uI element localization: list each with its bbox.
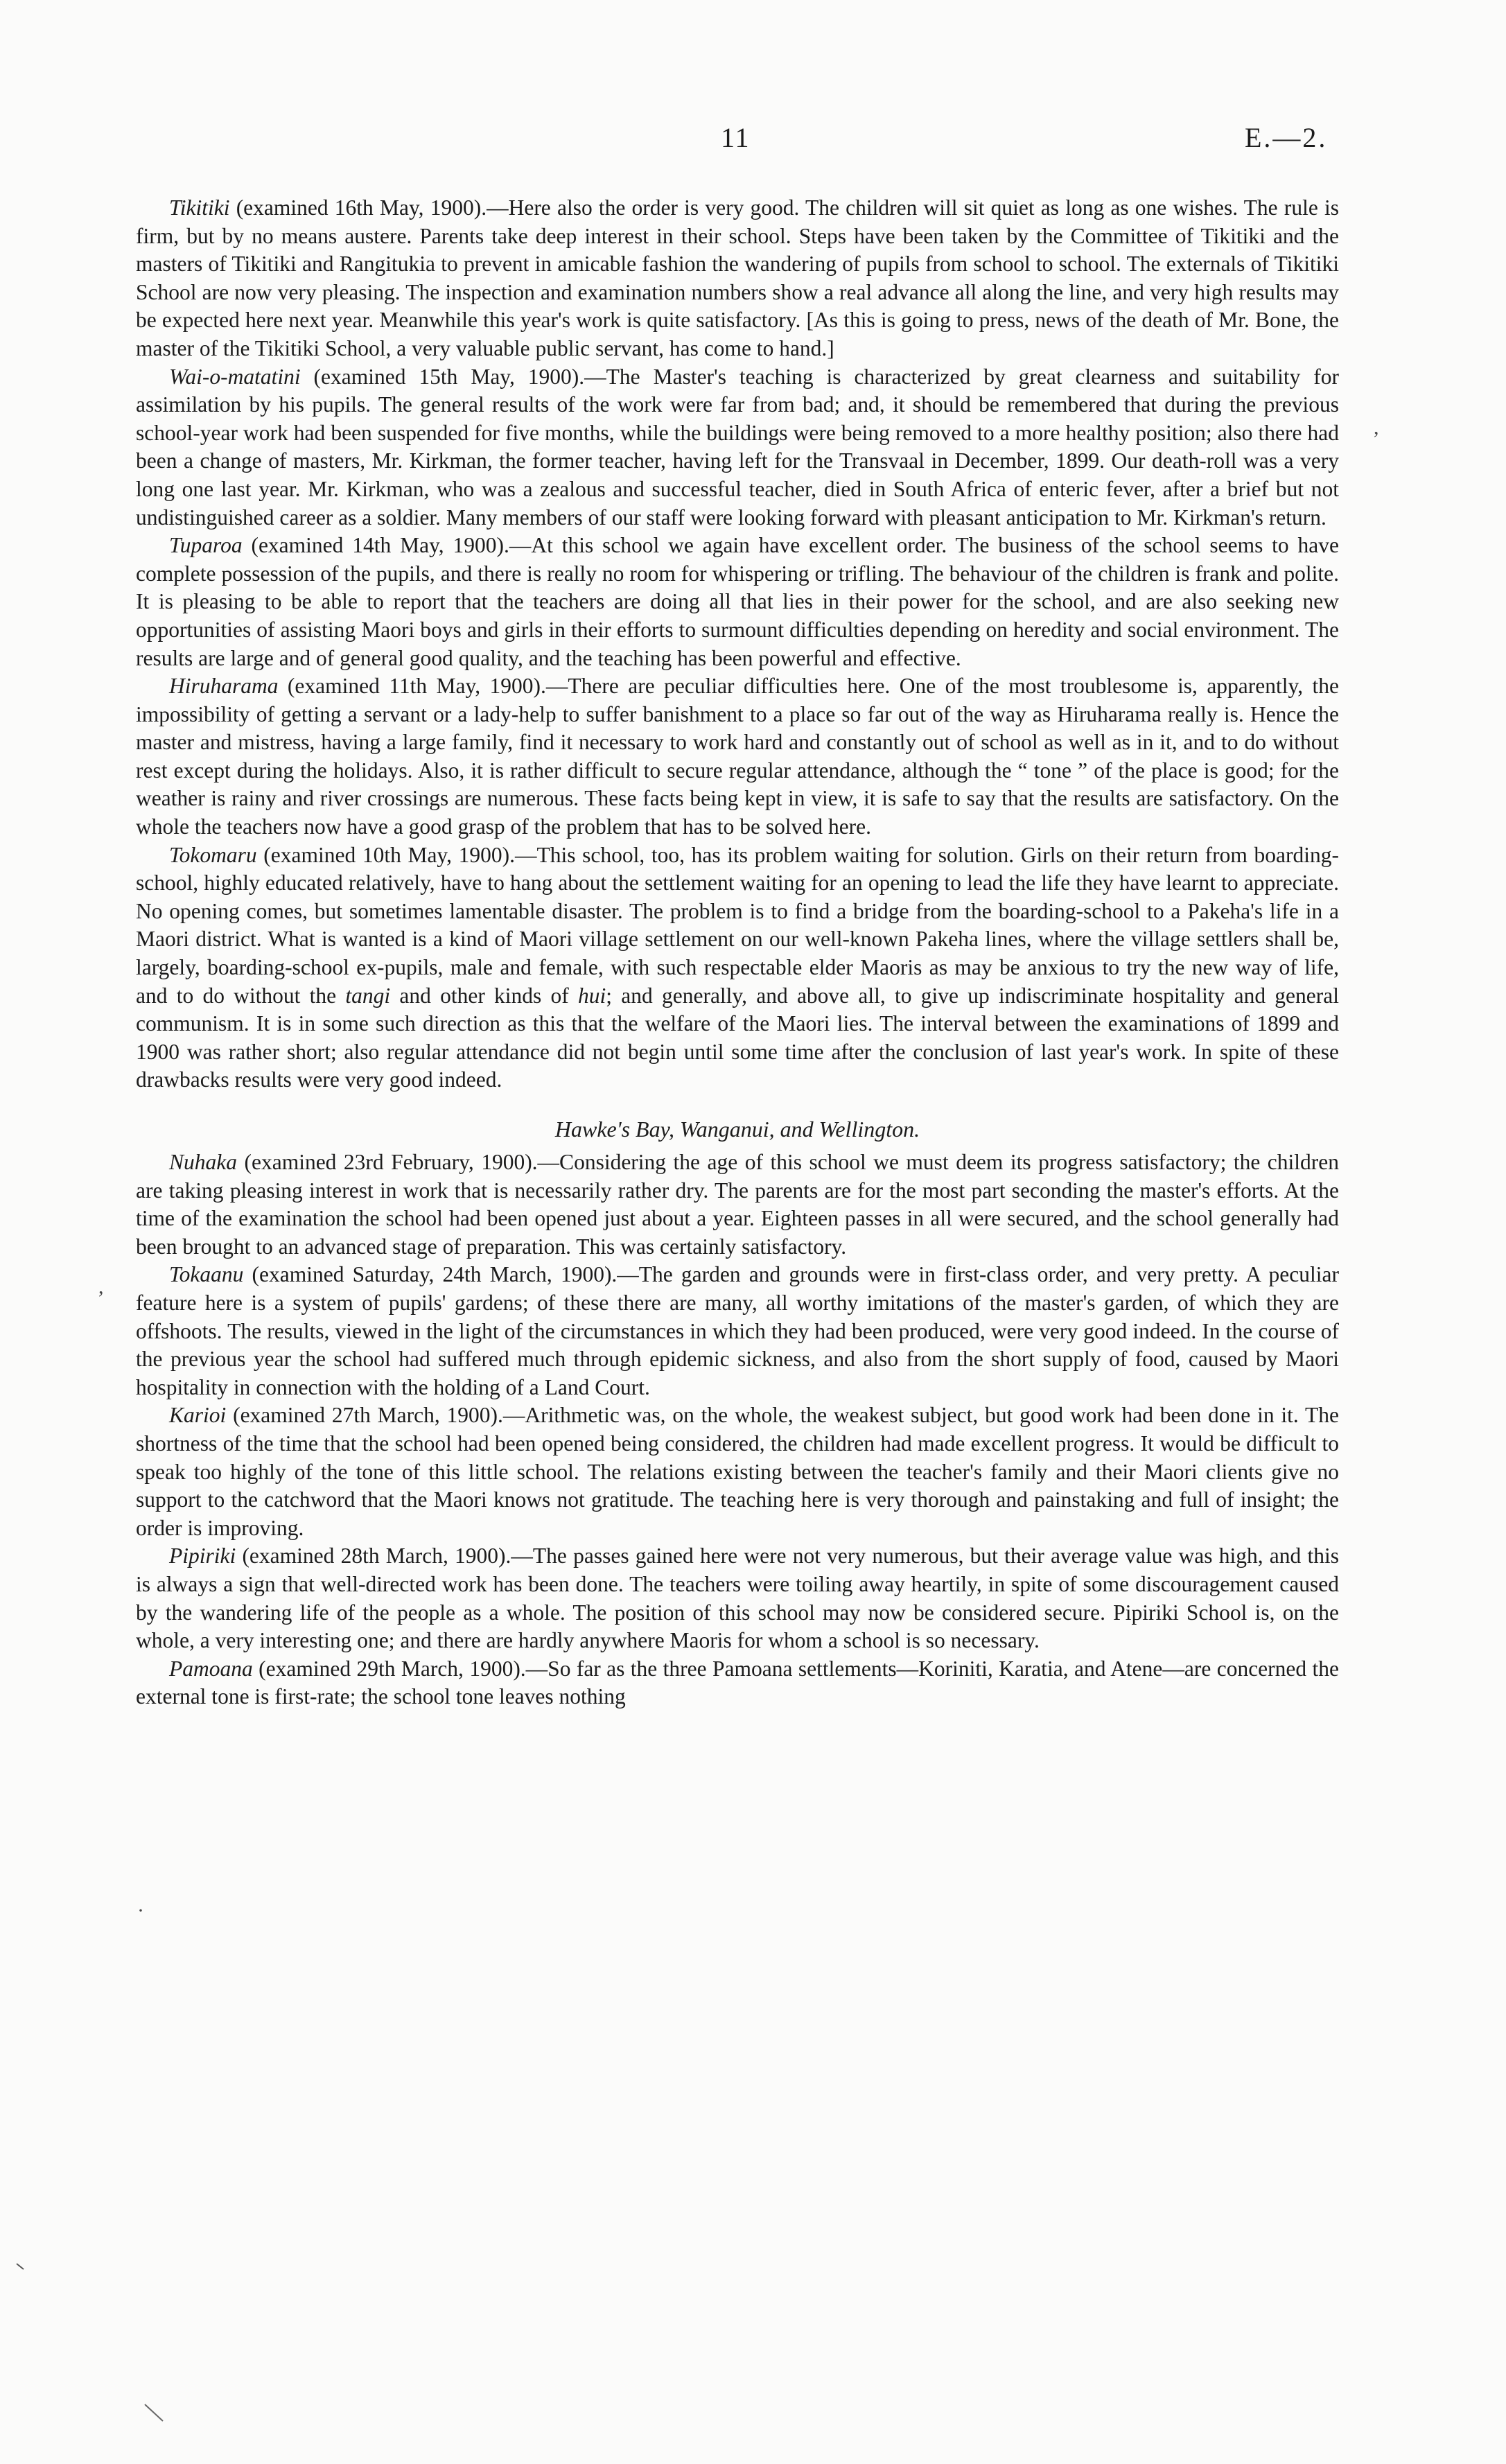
paragraph-text: and other kinds of xyxy=(390,983,579,1008)
maori-word-tangi: tangi xyxy=(345,983,391,1008)
paragraph-tikitiki xyxy=(136,194,1339,363)
paragraph-nuhaka xyxy=(136,1148,1339,1261)
school-name: Hiruharama xyxy=(169,674,279,699)
school-name: Tikitiki xyxy=(169,195,230,220)
school-name: Pamoana xyxy=(169,1656,253,1681)
paragraph-text: ; and generally, and above all, to give up indiscriminate hospitality and general communism. It is in some such direction as this that the welfare of the Maori lies. The interval between the examinations of 1899 and 1900 was rather short; also regular attendance did not begin until some time after the conclusion of last year's work. In spite of these drawbacks results were very good indeed. xyxy=(136,983,1339,1092)
page-header xyxy=(0,121,1506,163)
stray-mark: , xyxy=(1374,416,1379,439)
school-name: Wai-o-matatini xyxy=(169,364,301,389)
paragraph-text: (examined 16th May, 1900).—Here also the order is very good. The children will sit quiet as long as one wishes. The rule is firm, but by no means austere. Parents take deep interest in their school. Steps have been taken by the Committee of Tikitiki and the masters of Tikitiki and Rangitukia to prevent in amicable fashion the wandering of pupils from school to school. The externals of Tikitiki School are now very pleasing. The inspection and examination numbers show a real advance all along the line, and very high results may be expected here next year. Meanwhile this year's work is quite satisfactory. [As this is going to press, news of the death of Mr. Bone, the master of the Tikitiki School, a very valuable public servant, has come to hand.] xyxy=(136,195,1339,360)
paragraph-text: (examined 28th March, 1900).—The passes gained here were not very numerous, but their average value was high, and this is always a sign that well-directed work has been done. The teachers were toiling away heartily, in spite of some discouragement caused by the wandering life of the people as a whole. The position of this school may now be considered secure. Pipiriki School is, on the whole, a very interesting one; and there are hardly anywhere Maoris for whom a school is so necessary. xyxy=(136,1544,1339,1653)
paragraph-text: (examined 29th March, 1900).—So far as the three Pamoana settlements—Koriniti, Karatia, and Atene—are concerned the external tone is first-rate; the school tone leaves nothing xyxy=(136,1656,1339,1709)
document-reference: E.—2. xyxy=(1245,122,1328,153)
paragraph-text: (examined 15th May, 1900).—The Master's teaching is characterized by great clearness and suitability for assimilation by his pupils. The general results of the work were far from bad; and, it should be remembered that during the previous school-year work had been suspended for five months, while the buildings were being removed to a more healthy position; also there had been a change of masters, Mr. Kirkman, the former teacher, having left for the Transvaal in December, 1899. Our death-roll was a very long one last year. Mr. Kirkman, who was a zealous and successful teacher, died in South Africa of enteric fever, after a brief but not undistinguished career as a soldier. Many members of our staff were looking forward with pleasant anticipation to Mr. Kirkman's return. xyxy=(136,364,1339,530)
margin-mark-stroke xyxy=(145,2404,163,2421)
school-name: Nuhaka xyxy=(169,1150,237,1174)
margin-mark-stroke xyxy=(17,2264,24,2269)
school-name: Tuparoa xyxy=(169,533,243,558)
stray-mark: , xyxy=(98,1275,104,1298)
margin-mark xyxy=(14,2260,35,2280)
school-name: Pipiriki xyxy=(169,1544,236,1569)
paragraph-karioi xyxy=(136,1401,1339,1542)
paragraph-tokaanu xyxy=(136,1261,1339,1401)
paragraph-text: (examined 10th May, 1900).—This school, too, has its problem waiting for solution. Girls on their return from boarding-school, highly educated relatively, have to hang about the settlement waiting for an opening to lead the life they have learnt to appreciate. No opening comes, but sometimes lamentable disaster. The problem is to find a bridge from the boarding-school to a Pakeha's life in a Maori district. What is wanted is a kind of Maori village settlement on our well-known Pakeha lines, where the village settlers shall be, largely, boarding-school ex-pupils, male and female, with such respectable elder Maoris as may be anxious to try the new way of life, and to do without the xyxy=(136,842,1339,1008)
paragraph-hiruharama xyxy=(136,672,1339,841)
paragraph-wai-o-matatini xyxy=(136,363,1339,532)
section-heading: Hawke's Bay, Wanganui, and Wellington. xyxy=(554,1117,920,1142)
paragraph-text: (examined 11th May, 1900).—There are peculiar difficulties here. One of the most troublesome is, apparently, the impossibility of getting a servant or a lady-help to suffer banishment to a place so far out of the way as Hiruharama really is. Hence the master and mistress, having a large family, find it necessary to work hard and constantly out of school as well as in it, and to do without rest except during the holidays. Also, it is rather difficult to secure regular attendance, although the “ tone ” of the place is good; for the weather is rainy and river crossings are numerous. These facts being kept in view, it is safe to say that the results are satisfactory. On the whole the teachers now have a good grasp of the problem that has to be solved here. xyxy=(136,674,1339,839)
paragraph-text: (examined 14th May, 1900).—At this school we again have excellent order. The business of the school seems to have complete possession of the pupils, and there is really no room for whispering or trifling. The behaviour of the children is frank and polite. It is pleasing to be able to report that the teachers are doing all that lies in their power for the school, and are also seeking new opportunities of assisting Maori boys and girls in their efforts to surmount difficulties depending on heredity and social environment. The results are large and of general good quality, and the teaching has been powerful and effective. xyxy=(136,533,1339,670)
school-name: Tokomaru xyxy=(169,842,257,867)
school-name: Karioi xyxy=(169,1403,227,1428)
paragraph-tokomaru xyxy=(136,841,1339,1094)
paragraph-tuparoa xyxy=(136,532,1339,672)
maori-word-hui: hui xyxy=(578,983,606,1008)
margin-mark xyxy=(142,2402,184,2429)
paragraph-text: (examined 27th March, 1900).—Arithmetic was, on the whole, the weakest subject, but good work had been done in it. The shortness of the time that the school had been opened being considered, the children had made excellent progress. It would be difficult to speak too highly of the tone of this little school. The relations existing between the teacher's family and their Maori clients give no support to the catchword that the Maori knows not gratitude. The teaching here is very thorough and painstaking and full of insight; the order is improving. xyxy=(136,1403,1339,1540)
paragraph-pamoana xyxy=(136,1655,1339,1711)
paragraph-pipiriki xyxy=(136,1542,1339,1654)
page-number: 11 xyxy=(721,122,751,153)
body-text xyxy=(136,194,1339,1711)
school-name: Tokaanu xyxy=(169,1262,244,1287)
stray-mark: · xyxy=(137,1899,144,1922)
paragraph-text: (examined 23rd February, 1900).—Considering the age of this school we must deem its progress satisfactory; the children are taking pleasing interest in work that is necessarily rather dry. The parents are for the most part seconding the master's efforts. At the time of the examination the school had been opened just about a year. Eighteen passes in all were secured, and the school generally had been brought to an advanced stage of preparation. This was certainly satisfactory. xyxy=(136,1150,1339,1259)
paragraph-text: (examined Saturday, 24th March, 1900).—The garden and grounds were in first-class order, and very pretty. A peculiar feature here is a system of pupils' gardens; of these there are many, all worthy imitations of the master's garden, of which they are offshoots. The results, viewed in the light of the circumstances in which they had been produced, were very good indeed. In the course of the previous year the school had suffered much through epidemic sickness, and also from the short supply of food, caused by Maori hospitality in connection with the holding of a Land Court. xyxy=(136,1262,1339,1399)
